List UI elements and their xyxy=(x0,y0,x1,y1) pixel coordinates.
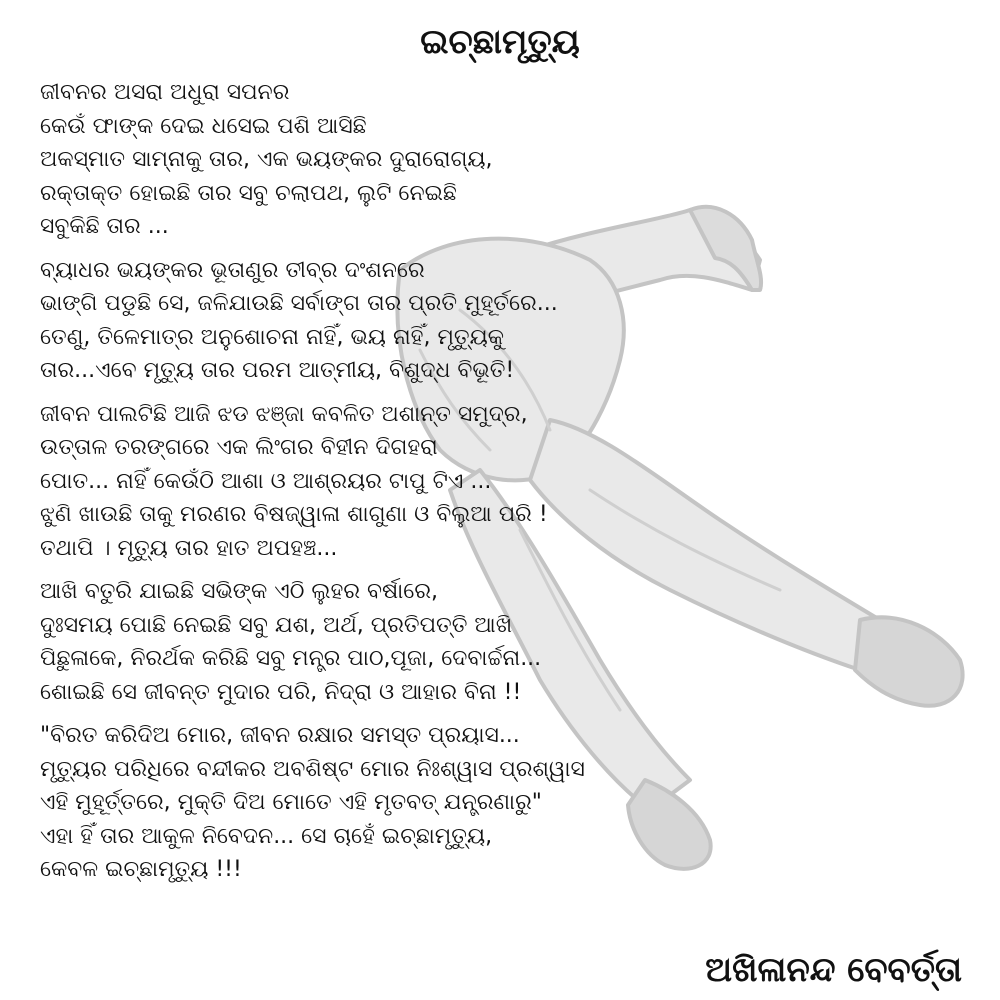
poem-line: ଶୋଇଛି ସେ ଜୀବନ୍ତ ମୁଦାର ପରି, ନିଦ୍ରା ଓ ଆହାର ବିନା !! xyxy=(40,679,522,705)
poem-line: ଝୁଣି ଖାଉଛି ତାକୁ ମରଣର ବିଷଜ୍ୱାଳା ଶାଗୁଣା ଓ ବିଲୁଆ ପରି ! xyxy=(40,502,548,527)
poem-line: ତଥାପି । ମୃତ୍ୟୁ ତାର ହାତ ଅପହଞ୍ଚ... xyxy=(40,535,338,561)
poem-line: ଦୁଃସମୟ ପୋଛି ନେଇଛି ସବୁ ଯଶ, ଅର୍ଥ, ପ୍ରତିପତ୍ତି ଆଖି xyxy=(40,612,513,638)
poem-line: ଜୀବନର ଅସରା ଅଧୁରା ସପନର xyxy=(40,80,290,105)
poem-line: ଭାଙ୍ଗି ପଡୁଛି ସେ, ଜଳିଯାଉଛି ସର୍ବାଙ୍ଗ ତାର ପ୍ରତି ମୁହୂର୍ତରେ... xyxy=(40,291,558,316)
poem-line: ଜୀବନ ପାଲଟିଛି ଆଜି ଝଡ ଝଞ୍ଜା କବଳିତ ଅଶାନ୍ତ ସମୁଦ୍ର, xyxy=(40,401,528,427)
poem-line: ତେଣୁ, ତିଳେମାତ୍ର ଅନୁଶୋଚନା ନାହିଁ, ଭୟ ନାହିଁ, ମୃତ୍ୟୁକୁ xyxy=(40,324,504,350)
poem-line: ରକ୍ତାକ୍ତ ହୋଇଛି ତାର ସବୁ ଚଲାପଥ, ଲୁଟି ନେଇଛି xyxy=(40,180,457,206)
poem-line: କେଉଁ ଫାଙ୍କ ଦେଇ ଧସେଇ ପଶି ଆସିଛି xyxy=(40,113,367,139)
poem-line: ବ୍ୟାଧର ଭୟଙ୍କର ଭୂତାଣୁର ତୀବ୍ର ଦଂଶନରେ xyxy=(40,257,425,283)
poem-title: ଇଚ୍ଛାମୃତ୍ୟୁ xyxy=(420,22,580,62)
stanza-3 xyxy=(40,398,960,566)
poem-line: ସବୁକିଛି ତାର ... xyxy=(40,214,169,239)
poem-body xyxy=(40,76,960,897)
stanza-1 xyxy=(40,76,960,244)
poem-line: ଏହି ମୁହୂର୍ତ୍ତରେ, ମୁକ୍ତି ଦିଅ ମୋତେ ଏହି ମୃତବତ୍ ଯନ୍ତ୍ରଣାରୁ" xyxy=(40,790,542,815)
stanza-4 xyxy=(40,575,960,709)
poem-line: କେବଳ ଇଚ୍ଛାମୃତ୍ୟୁ !!! xyxy=(40,857,242,882)
poem-line: ପିଛୁଳାକେ, ନିରର୍ଥକ କରିଛି ସବୁ ମନ୍ତ୍ର ପାଠ,ପୂଜା, ଦେବାର୍ଚ୍ଚନା... xyxy=(40,646,542,671)
poem-line: ତାର...ଏବେ ମୃତ୍ୟୁ ତାର ପରମ ଆତ୍ମୀୟ, ବିଶୁଦ୍ଧ ବିଭୂତି! xyxy=(40,358,515,383)
stanza-2 xyxy=(40,254,960,388)
author-signature: ଅଖିଳାନନ୍ଦ ବେବର୍ତ୍ତା xyxy=(705,950,962,990)
stanza-5 xyxy=(40,719,960,887)
poem-line: ଆଖି ବତୁରି ଯାଇଛି ସଭିଙ୍କ ଏଠି ଲୁହର ବର୍ଷାରେ, xyxy=(40,579,438,604)
poem-line: ଉତ୍ତାଳ ତରଙ୍ଗରେ ଏକ ଲିଂଗର ବିହୀନ ଦିଗହରା xyxy=(40,435,438,460)
poem-line: "ବିରତ କରିଦିଅ ମୋର, ଜୀବନ ରକ୍ଷାର ସମସ୍ତ ପ୍ରୟାସ... xyxy=(40,723,520,748)
poem-line: ଏହା ହିଁ ତାର ଆକୁଳ ନିବେଦନ... ସେ ଚାହେଁ ଇଚ୍ଛାମୃତ୍ୟୁ, xyxy=(40,823,493,849)
poem-line: ପୋତ... ନାହିଁ କେଉଁଠି ଆଶା ଓ ଆଶ୍ରୟର ଟାପୁ ଟିଏ ... xyxy=(40,468,492,494)
poem-line: ଅକସ୍ମାତ ସାମ୍ନାକୁ ତାର, ଏକ ଭୟଙ୍କର ଦୁରାରୋଗ୍ୟ, xyxy=(40,147,493,172)
poem-line: ମୃତ୍ୟୁର ପରିଧିରେ ବନ୍ଦୀକର ଅବଶିଷ୍ଟ ମୋର ନିଃଶ୍ୱାସ ପ୍ରଶ୍ୱାସ xyxy=(40,756,585,782)
